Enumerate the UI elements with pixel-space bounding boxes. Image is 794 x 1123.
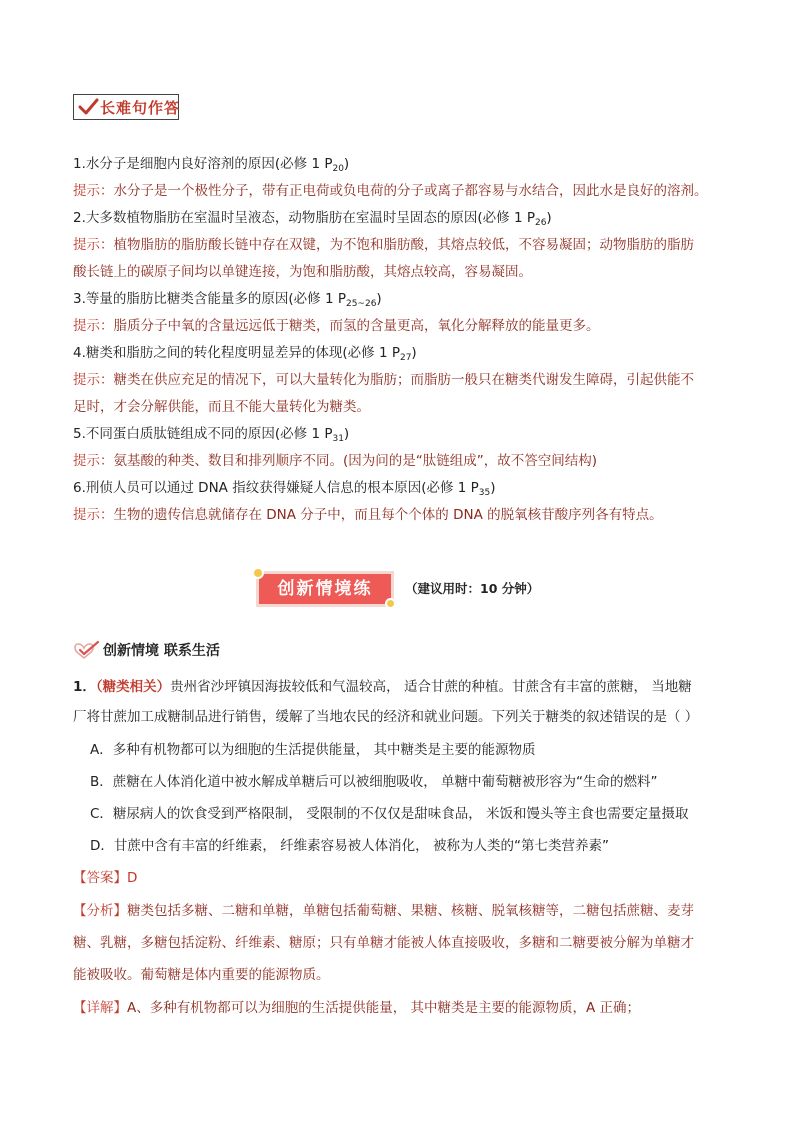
hint-6: 提示：生物的遗传信息就储存在 DNA 分子中，而且每个个体的 DNA 的脱氧核苷酸序列各有特点。 bbox=[73, 507, 663, 523]
section-heading-title: 创新情境 联系生活 bbox=[103, 643, 220, 659]
analysis-line-3: 能被吸收。葡萄糖是体内重要的能源物质。 bbox=[73, 967, 330, 983]
heart-check-icon bbox=[73, 640, 101, 660]
hint-2-line-2: 酸长链上的碳原子间均以单键连接，为饱和脂肪酸，其熔点较高，容易凝固。 bbox=[73, 264, 532, 280]
option-d: D．甘蔗中含有丰富的纤维素， 纤维素容易被人体消化， 被称为人类的“第七类营养素” bbox=[90, 838, 609, 854]
hint-3: 提示：脂质分子中氧的含量远远低于糖类，而氢的含量更高，氧化分解释放的能量更多。 bbox=[73, 318, 600, 334]
dot-icon bbox=[385, 598, 396, 609]
section-title: 长难句作答 bbox=[100, 99, 181, 117]
hint-4: 提示：糖类在供应充足的情况下，可以大量转化为脂肪；而脂肪一般只在糖类代谢发生障碍，引起供能不 bbox=[73, 372, 694, 388]
option-c: C．糖尿病人的饮食受到严格限制， 受限制的不仅仅是甜味食品， 米饭和馒头等主食也需要定量摄取 bbox=[90, 806, 689, 822]
practice-banner bbox=[252, 567, 396, 609]
question-4: 4.糖类和脂肪之间的转化程度明显差异的体现(必修 1 $P_{27}$) bbox=[73, 345, 417, 363]
question-1: 1.水分子是细胞内良好溶剂的原因(必修 1 $P_{20}$) bbox=[73, 156, 350, 174]
section-badge bbox=[73, 94, 179, 120]
answer: 【答案】D bbox=[73, 870, 138, 886]
banner-title: 创新情境练 bbox=[277, 579, 373, 599]
pin-icon bbox=[252, 567, 264, 579]
question-2: 2.大多数植物脂肪在室温时呈液态，动物脂肪在室温时呈固态的原因(必修 1 $P_{26}$) bbox=[73, 210, 552, 228]
option-a: A．多种有机物都可以为细胞的生活提供能量， 其中糖类是主要的能源物质 bbox=[90, 742, 536, 758]
hint-4-line-2: 足时，才会分解供能，而且不能大量转化为糖类。 bbox=[73, 399, 370, 415]
problem-stem-line-2: 厂将甘蔗加工成糖制品进行销售，缓解了当地农民的经济和就业问题。下列关于糖类的叙述错误的是（ ） bbox=[73, 709, 699, 725]
hint-5: 提示：氨基酸的种类、数目和排列顺序不同。(因为问的是“肽链组成”，故不答空间结构) bbox=[73, 453, 598, 469]
problem-stem: 1．（糖类相关）贵州省沙坪镇因海拔较低和气温较高， 适合甘蔗的种植。甘蔗含有丰富的蔗糖， 当地糖 bbox=[73, 679, 692, 695]
detail: 【详解】A、多种有机物都可以为细胞的生活提供能量， 其中糖类是主要的能源物质，A 正确； bbox=[73, 1000, 641, 1016]
time-note: （建议用时：10 分钟） bbox=[405, 581, 540, 596]
analysis-line-2: 糖、乳糖，多糖包括淀粉、纤维素、糖原；只有单糖才能被人体直接吸收，多糖和二糖要被分解为单糖才 bbox=[73, 935, 694, 951]
question-5: 5.不同蛋白质肽链组成不同的原因(必修 1 $P_{31}$) bbox=[73, 426, 350, 444]
checkmark-icon bbox=[77, 96, 99, 118]
analysis: 【分析】糖类包括多糖、二糖和单糖，单糖包括葡萄糖、果糖、核糖、脱氧核糖等，二糖包括蔗糖、麦芽 bbox=[73, 903, 694, 919]
hint-1: 提示：水分子是一个极性分子，带有正电荷或负电荷的分子或离子都容易与水结合，因此水是良好的溶剂。 bbox=[73, 183, 708, 199]
question-6: 6.刑侦人员可以通过 DNA 指纹获得嫌疑人信息的根本原因(必修 1 $P_{35}$) bbox=[73, 480, 496, 498]
hint-2: 提示：植物脂肪的脂肪酸长链中存在双键，为不饱和脂肪酸，其熔点较低，不容易凝固；动物脂肪的脂肪 bbox=[73, 237, 694, 253]
option-b: B．蔗糖在人体消化道中被水解成单糖后可以被细胞吸收， 单糖中葡萄糖被形容为“生命的燃料” bbox=[90, 774, 658, 790]
question-3: 3.等量的脂肪比糖类含能量多的原因(必修 1 $P_{25\sim 26}$) bbox=[73, 291, 382, 309]
